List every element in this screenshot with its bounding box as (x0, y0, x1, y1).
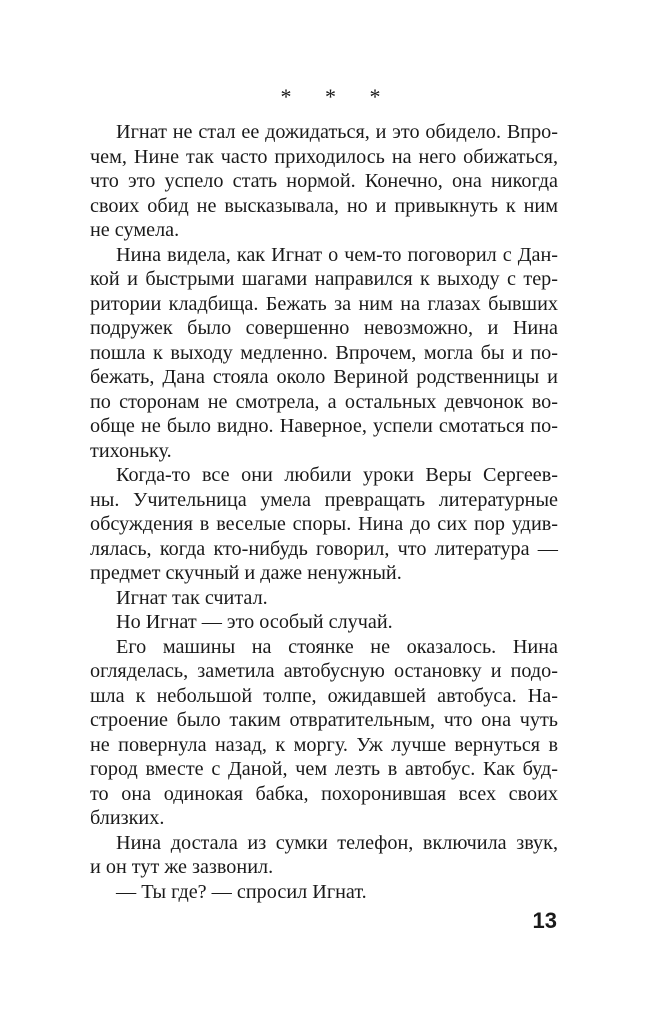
text-line: Но Игнат — это особый случай. (116, 611, 393, 633)
text-line: Игнат так считал. (116, 586, 268, 609)
text-line: Когда-то все они любили уроки Веры Сергеев- (116, 464, 558, 486)
text-line: ритории кладбища. Бежать за ним на глазах бывших (90, 292, 558, 315)
text-line: по сторонам не смотрела, а остальных девчонок во- (90, 390, 558, 413)
text-line: лялась, когда кто-нибудь говорил, что литература — (90, 537, 558, 560)
text-line: предмет скучный и даже ненужный. (90, 562, 402, 584)
text-line: — Ты где? — спросил Игнат. (116, 880, 367, 903)
text-line: и он тут же зазвонил. (90, 856, 274, 878)
text-line: своих обид не высказывала, но и привыкнуть к ним (90, 194, 558, 217)
paragraph (90, 463, 558, 586)
text-line: Игнат не стал ее дожидаться, и это обидело. Впро- (116, 121, 558, 143)
section-separator: * * * (280, 84, 395, 109)
text-line: город вместе с Даной, чем лезть в автобус. Как буд- (90, 758, 558, 780)
paragraph (90, 635, 558, 831)
text-line: бежать, Дана стояла около Вериной родственницы и (90, 366, 558, 388)
page-number: 13 (532, 908, 557, 933)
paragraph (90, 880, 558, 905)
text-line: строение было таким отвратительным, что она чуть (90, 709, 558, 731)
text-line: что это успело стать нормой. Конечно, она никогда (90, 170, 558, 192)
text-line: близких. (90, 807, 165, 829)
text-line: подружек было совершенно невозможно, и Нина (90, 317, 558, 339)
text-line: то она одинокая бабка, похоронившая всех своих (90, 782, 558, 805)
text-line: кой и быстрыми шагами направился к выходу с тер- (90, 268, 558, 290)
text-line: не повернула назад, к моргу. Уж лучше вернуться в (90, 733, 558, 756)
body-text (90, 120, 558, 904)
paragraph (90, 586, 558, 611)
text-line: не сумела. (90, 219, 180, 241)
text-line: обсуждения в веселые споры. Нина до сих пор удив- (90, 513, 558, 535)
text-line: шла к небольшой толпе, ожидавшей автобуса. На- (90, 684, 558, 707)
text-line: огляделась, заметила автобусную остановку и подо- (90, 660, 558, 682)
text-line: тихоньку. (90, 439, 172, 462)
paragraph (90, 610, 558, 635)
paragraph (90, 120, 558, 243)
text-line: ны. Учительница умела превращать литературные (90, 488, 558, 511)
text-line: Нина видела, как Игнат о чем-то поговорил с Дан- (116, 243, 558, 266)
text-line: пошла к выходу медленно. Впрочем, могла бы и по- (90, 341, 558, 364)
paragraph (90, 831, 558, 880)
text-line: Нина достала из сумки телефон, включила звук, (116, 831, 558, 854)
paragraph (90, 243, 558, 464)
text-line: Его машины на стоянке не оказалось. Нина (116, 635, 558, 658)
text-line: чем, Нине так часто приходилось на него обижаться, (90, 145, 558, 168)
text-line: обще не было видно. Наверное, успели смотаться по- (90, 415, 558, 437)
